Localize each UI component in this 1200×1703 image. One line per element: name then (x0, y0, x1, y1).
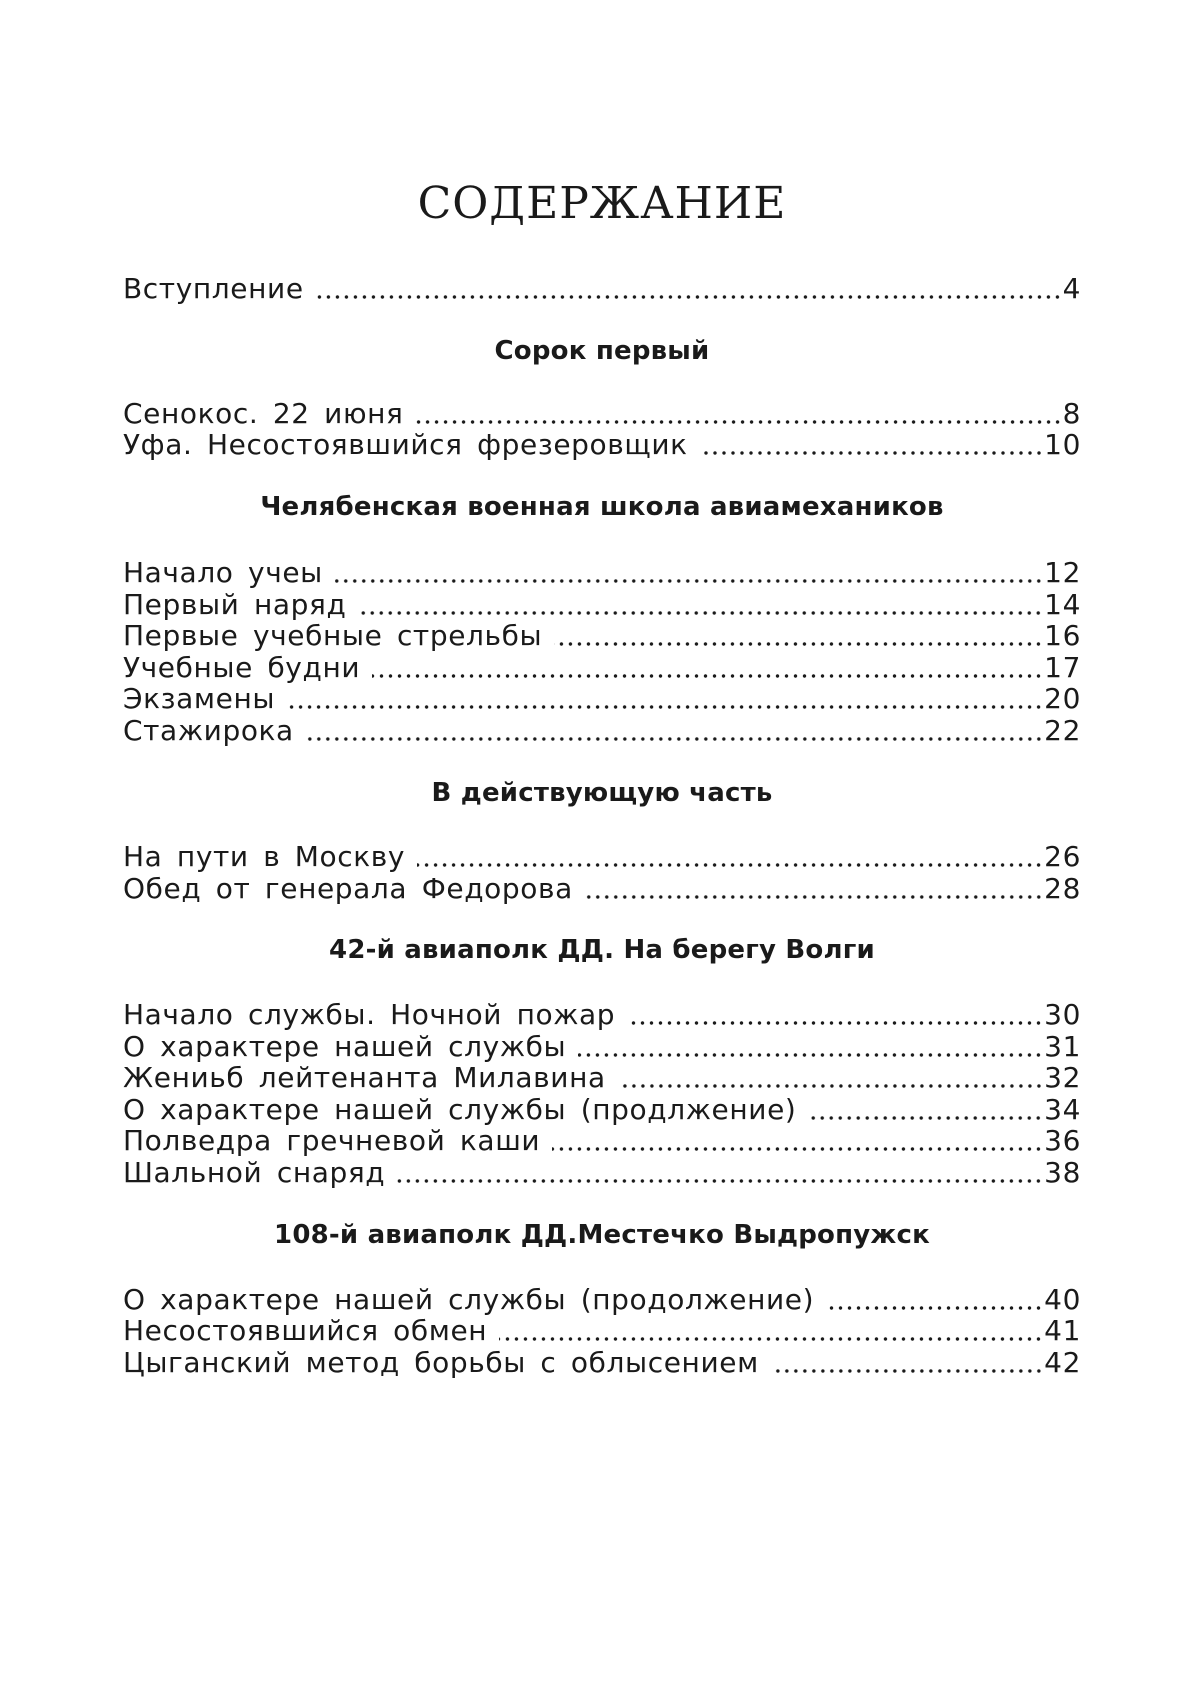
toc-entry-label: Учебные будни (123, 651, 361, 684)
toc-entry-page: 41 (1044, 1314, 1081, 1347)
dot-leader (627, 1020, 1043, 1026)
dot-leader (808, 1115, 1043, 1121)
toc-entry-page: 32 (1044, 1061, 1081, 1094)
section-heading: В действующую часть (431, 778, 773, 808)
toc-entry-label: Первый наряд (123, 588, 347, 621)
toc-entry-intro (123, 272, 1081, 306)
toc-entry-label: Шальной снаряд (123, 1156, 386, 1189)
toc-entry-page: 20 (1044, 682, 1081, 715)
toc-entry-page: 28 (1044, 872, 1081, 905)
dot-leader (499, 1336, 1043, 1342)
toc-entry-page: 26 (1044, 840, 1081, 873)
toc-entry-page: 17 (1044, 651, 1081, 684)
dot-leader (585, 894, 1043, 900)
toc-entry-label: Полведра гречневой каши (123, 1124, 541, 1157)
section-heading: Челябенская военная школа авиамехаников (260, 492, 944, 522)
dot-leader (416, 419, 1062, 425)
toc-entry (123, 619, 1081, 653)
toc-entry-page: 36 (1044, 1124, 1081, 1157)
toc-entry-label: Первые учебные стрельбы (123, 619, 543, 652)
dot-leader (554, 641, 1043, 647)
toc-entry-page: 8 (1062, 397, 1081, 430)
toc-entry (123, 682, 1081, 716)
toc-entry-page: 22 (1044, 714, 1081, 747)
toc-entry-page: 4 (1062, 272, 1081, 305)
dot-leader (316, 294, 1062, 300)
dot-leader (358, 610, 1043, 616)
toc-entry-page: 10 (1044, 428, 1081, 461)
toc-entry-label: Несостоявшийся обмен (123, 1314, 488, 1347)
toc-entry (123, 397, 1081, 431)
toc-entry (123, 428, 1081, 462)
toc-entry-label: Начало учеы (123, 556, 323, 589)
toc-entry-label: Экзамены (123, 682, 276, 715)
toc-entry-label: Цыганский метод борьбы с облысением (123, 1346, 759, 1379)
toc-entry (123, 1061, 1081, 1095)
toc-entry (123, 1124, 1081, 1158)
toc-entry-page: 42 (1044, 1346, 1081, 1379)
dot-leader (826, 1305, 1043, 1311)
dot-leader (417, 862, 1043, 868)
dot-leader (397, 1178, 1043, 1184)
toc-entry-label: Начало службы. Ночной пожар (123, 998, 616, 1031)
toc-entry-label: Обед от генерала Федорова (123, 872, 573, 905)
toc-entry (123, 872, 1081, 906)
toc-entry-page: 34 (1044, 1093, 1081, 1126)
dot-leader (578, 1052, 1043, 1058)
dot-leader (372, 673, 1043, 679)
toc-entry-label: Стажирока (123, 714, 294, 747)
dot-leader (552, 1146, 1043, 1152)
page-title: СОДЕРЖАНИЕ (417, 178, 787, 229)
toc-entry-label: На пути в Москву (123, 840, 406, 873)
dot-leader (306, 736, 1043, 742)
dot-leader (771, 1368, 1043, 1374)
toc-entry (123, 651, 1081, 685)
toc-entry-page: 30 (1044, 998, 1081, 1031)
toc-entry-label: Вступление (123, 272, 304, 305)
toc-entry-label: Уфа. Несостоявшийся фрезеровщик (123, 428, 688, 461)
toc-entry-page: 12 (1044, 556, 1081, 589)
toc-entry (123, 1283, 1081, 1317)
toc-entry-label: Жениьб лейтенанта Милавина (123, 1061, 606, 1094)
toc-entry-page: 38 (1044, 1156, 1081, 1189)
section-heading: 108-й авиаполк ДД.Местечко Выдропужск (274, 1220, 930, 1250)
toc-entry (123, 588, 1081, 622)
toc-entry (123, 1156, 1081, 1190)
toc-entry (123, 714, 1081, 748)
toc-entry (123, 1030, 1081, 1064)
section-heading: 42-й авиаполк ДД. На берегу Волги (329, 935, 875, 965)
toc-entry-page: 16 (1044, 619, 1081, 652)
toc-entry-page: 31 (1044, 1030, 1081, 1063)
toc-entry (123, 1093, 1081, 1127)
toc-entry (123, 840, 1081, 874)
toc-entry (123, 1346, 1081, 1380)
dot-leader (618, 1083, 1043, 1089)
toc-entry-page: 14 (1044, 588, 1081, 621)
toc-entry-page: 40 (1044, 1283, 1081, 1316)
toc-entry-label: О характере нашей службы (продлжение) (123, 1093, 797, 1126)
toc-entry (123, 998, 1081, 1032)
dot-leader (700, 450, 1044, 456)
toc-entry (123, 1314, 1081, 1348)
toc-entry (123, 556, 1081, 590)
dot-leader (335, 578, 1043, 584)
toc-entry-label: Сенокос. 22 июня (123, 397, 404, 430)
section-heading: Сорок первый (494, 336, 710, 366)
dot-leader (287, 704, 1043, 710)
toc-entry-label: О характере нашей службы (продолжение) (123, 1283, 815, 1316)
toc-entry-label: О характере нашей службы (123, 1030, 567, 1063)
